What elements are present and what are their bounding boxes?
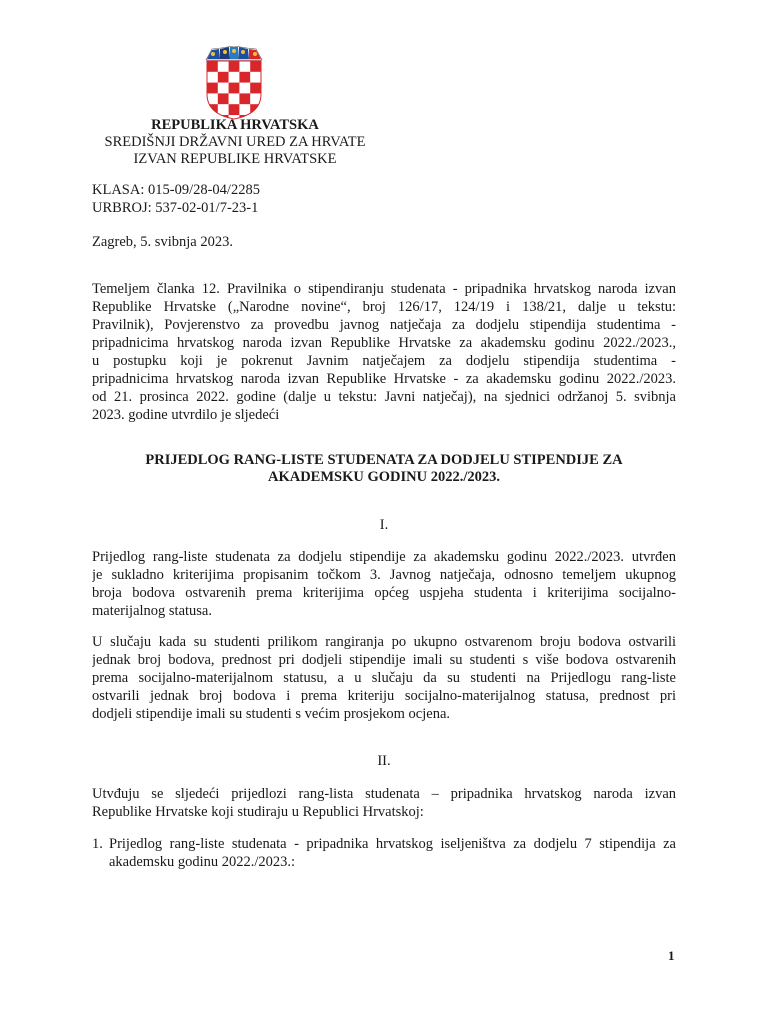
text-line: Republike Hrvatske koji studiraju u Republici Hrvatskoj: — [92, 804, 424, 820]
document-title-cont: AKADEMSKU GODINU 2022./2023. — [267, 469, 500, 485]
section-numeral-2: II. — [377, 753, 391, 769]
section1-paragraph2 — [92, 633, 676, 723]
document-date: Zagreb, 5. svibnja 2023. — [92, 234, 233, 250]
text-line: pripadnicima hrvatskog naroda izvan Republike Hrvatske - za akademsku godinu 2022./2023. — [92, 371, 676, 387]
text-line: dodjeli stipendije imali su studenti s većim prosjekom ocjena. — [92, 706, 451, 722]
text-line: Prijedlog rang-liste studenata za dodjelu stipendije za akademsku godinu 2022./2023. utvrđen — [92, 549, 676, 565]
text-line: u postupku koji je pokrenut Javnim natječajem za dodjelu stipendija studentima - — [92, 353, 676, 369]
klasa: KLASA: 015-09/28-04/2285 — [92, 182, 260, 198]
text-line: broja bodova ostvarenih prema kriterijima općeg uspjeha studenta i kriterijima socijalno- — [92, 585, 676, 601]
page-number: 1 — [668, 948, 675, 963]
text-line: Temeljem članka 12. Pravilnika o stipendiranju studenata - pripadnika hrvatskog naroda izvan — [92, 281, 676, 297]
text-line: je sukladno kriterijima propisanim točkom 3. Javnog natječaja, odnosno temeljem ukupnog — [92, 567, 676, 583]
section2-paragraph — [92, 785, 676, 821]
document-title: PRIJEDLOG RANG-LISTE STUDENATA ZA DODJELU STIPENDIJE ZA — [145, 452, 623, 468]
coat-of-arms-icon — [203, 46, 265, 120]
text-line: U slučaju kada su studenti prilikom rangiranja po ukupno ostvarenom broju bodova ostvarili — [92, 634, 676, 650]
header-office: SREDIŠNJI DRŽAVNI URED ZA HRVATE — [104, 134, 366, 150]
text-line: prema socijalno-materijalnom statusu, a u slučaju da su studenti na Prijedlogu rang-liste — [92, 670, 676, 686]
list-item-number: 1. — [92, 836, 103, 852]
intro-paragraph — [92, 280, 676, 424]
text-line: 2023. godine utvrdilo je sljedeći — [92, 407, 280, 423]
header-country: REPUBLIKA HRVATSKA — [151, 117, 319, 133]
text-line: Utvđuju se sljedeći prijedlozi rang-lista studenata – pripadnika hrvatskog naroda izvan — [92, 786, 676, 802]
text-line: jednak broj bodova, prednost pri dodjeli stipendije imali su studenti s više bodova ostvarenih — [92, 652, 676, 668]
text-line: ostvarili jednak broj bodova i prema kriteriju socijalno-materijalnog statusa, prednost pri — [92, 688, 676, 704]
header-office-cont: IZVAN REPUBLIKE HRVATSKE — [133, 151, 337, 167]
section1-paragraph1 — [92, 548, 676, 620]
text-line: Prijedlog rang-liste studenata - pripadnika hrvatskog iseljeništva za dodjelu 7 stipendija za — [109, 836, 676, 852]
text-line: materijalnog statusa. — [92, 603, 212, 619]
text-line: od 21. prosinca 2022. godine (dalje u tekstu: Javni natječaj), na sjednici održanoj 5. svibnja — [92, 389, 676, 405]
text-line: pripadnicima hrvatskog naroda izvan Republike Hrvatske za akademsku godinu 2022./2023., — [92, 335, 676, 351]
text-line: Republike Hrvatske („Narodne novine“, broj 126/17, 124/19 i 138/21, dalje u tekstu: — [92, 299, 676, 315]
urbroj: URBROJ: 537-02-01/7-23-1 — [92, 200, 259, 216]
text-line: akademsku godinu 2022./2023.: — [109, 854, 296, 870]
text-line: Pravilnik), Povjerenstvo za provedbu javnog natječaja za dodjelu stipendija studentima - — [92, 317, 676, 333]
list-item — [92, 835, 676, 871]
section-numeral-1: I. — [379, 517, 389, 533]
